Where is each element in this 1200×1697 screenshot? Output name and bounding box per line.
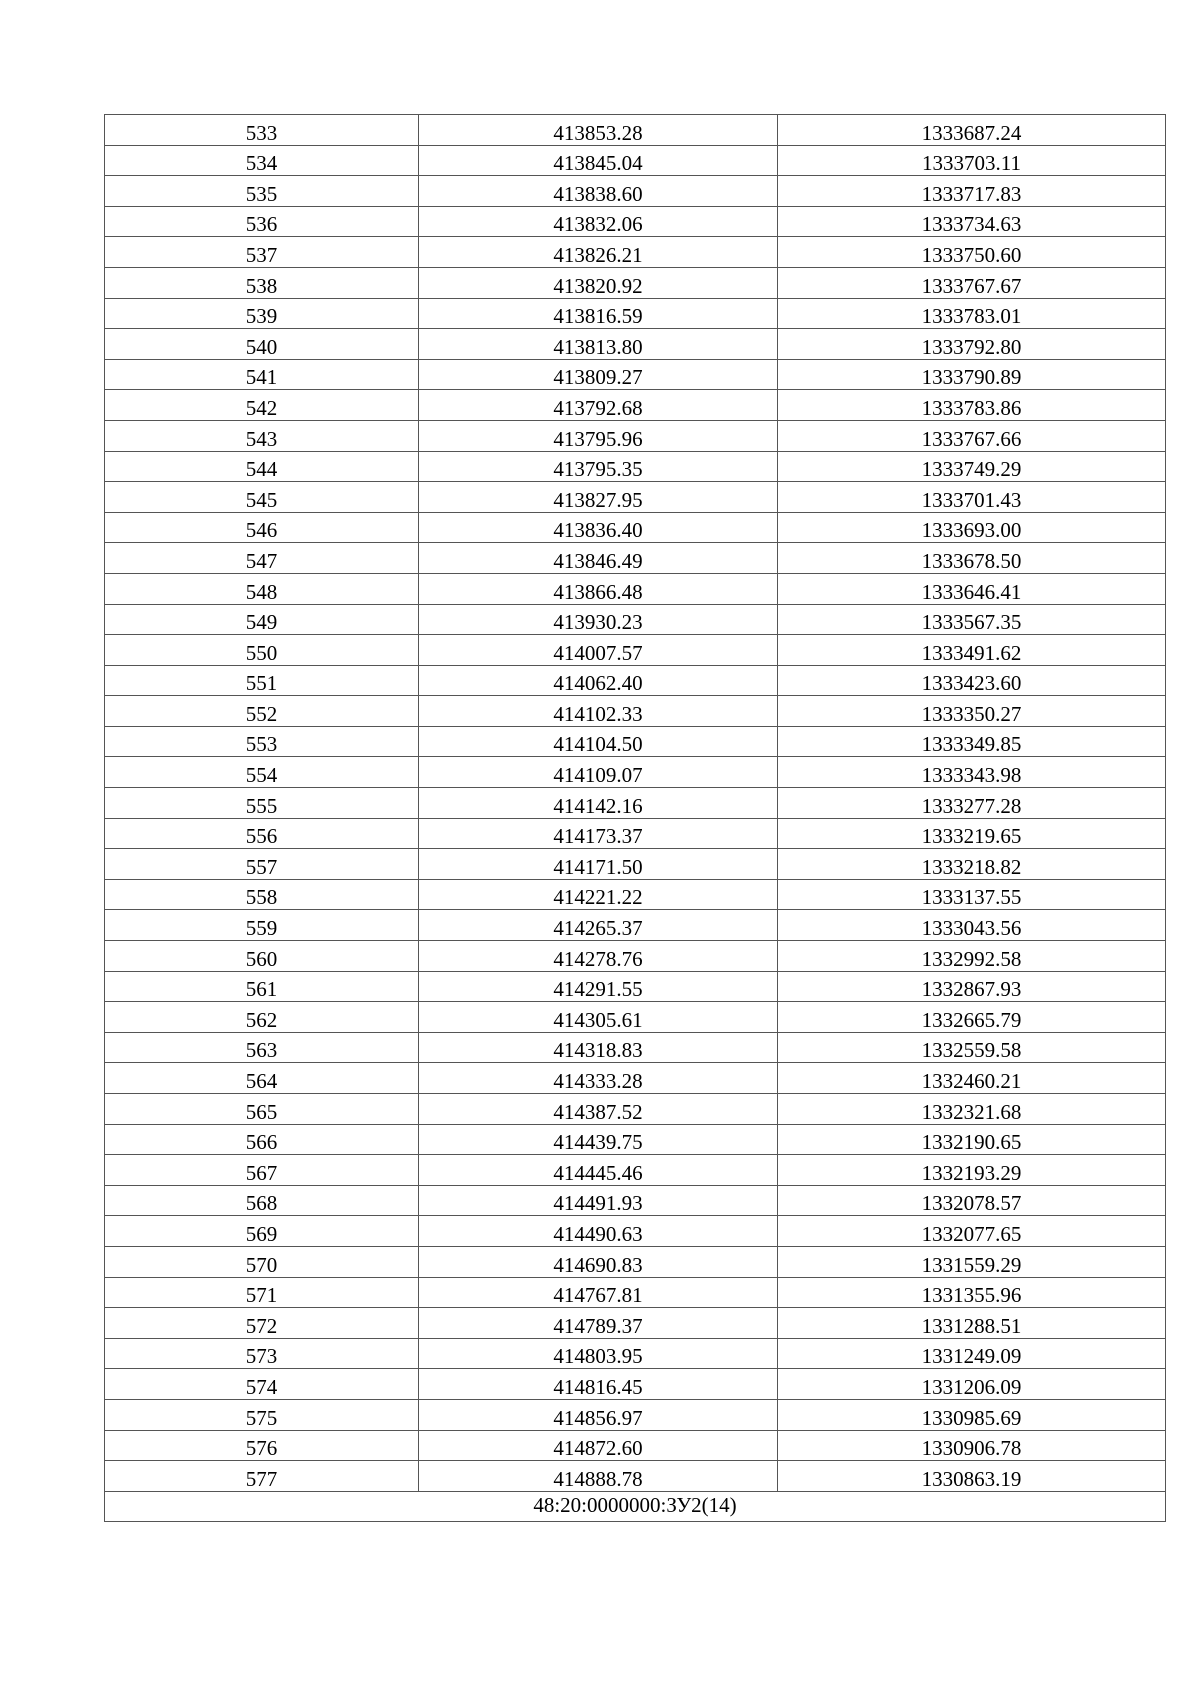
y-coordinate-cell: 1333734.63 bbox=[778, 206, 1166, 237]
y-coordinate-cell: 1333749.29 bbox=[778, 451, 1166, 482]
point-number-cell: 552 bbox=[105, 696, 419, 727]
table-row bbox=[105, 543, 1166, 574]
table-row bbox=[105, 267, 1166, 298]
point-number-cell: 564 bbox=[105, 1063, 419, 1094]
point-number-cell: 550 bbox=[105, 635, 419, 666]
table-row bbox=[105, 1094, 1166, 1125]
x-coordinate-cell: 414490.63 bbox=[419, 1216, 778, 1247]
table-row bbox=[105, 512, 1166, 543]
x-coordinate-cell: 414803.95 bbox=[419, 1338, 778, 1369]
y-coordinate-cell: 1333790.89 bbox=[778, 359, 1166, 390]
table-row bbox=[105, 482, 1166, 513]
x-coordinate-cell: 413853.28 bbox=[419, 115, 778, 146]
x-coordinate-cell: 414062.40 bbox=[419, 665, 778, 696]
y-coordinate-cell: 1330985.69 bbox=[778, 1399, 1166, 1430]
point-number-cell: 556 bbox=[105, 818, 419, 849]
table-row bbox=[105, 1002, 1166, 1033]
x-coordinate-cell: 414109.07 bbox=[419, 757, 778, 788]
y-coordinate-cell: 1333717.83 bbox=[778, 176, 1166, 207]
table-row bbox=[105, 726, 1166, 757]
x-coordinate-cell: 413809.27 bbox=[419, 359, 778, 390]
y-coordinate-cell: 1333646.41 bbox=[778, 573, 1166, 604]
table-row bbox=[105, 1461, 1166, 1492]
point-number-cell: 536 bbox=[105, 206, 419, 237]
x-coordinate-cell: 413816.59 bbox=[419, 298, 778, 329]
x-coordinate-cell: 414291.55 bbox=[419, 971, 778, 1002]
y-coordinate-cell: 1333678.50 bbox=[778, 543, 1166, 574]
table-row bbox=[105, 1246, 1166, 1277]
table-row bbox=[105, 329, 1166, 360]
x-coordinate-cell: 413827.95 bbox=[419, 482, 778, 513]
x-coordinate-cell: 414305.61 bbox=[419, 1002, 778, 1033]
point-number-cell: 560 bbox=[105, 941, 419, 972]
y-coordinate-cell: 1332078.57 bbox=[778, 1185, 1166, 1216]
point-number-cell: 537 bbox=[105, 237, 419, 268]
point-number-cell: 539 bbox=[105, 298, 419, 329]
table-row bbox=[105, 879, 1166, 910]
x-coordinate-cell: 413866.48 bbox=[419, 573, 778, 604]
x-coordinate-cell: 414265.37 bbox=[419, 910, 778, 941]
table-row bbox=[105, 1155, 1166, 1186]
x-coordinate-cell: 414171.50 bbox=[419, 849, 778, 880]
x-coordinate-cell: 413820.92 bbox=[419, 267, 778, 298]
x-coordinate-cell: 413845.04 bbox=[419, 145, 778, 176]
y-coordinate-cell: 1333701.43 bbox=[778, 482, 1166, 513]
x-coordinate-cell: 413930.23 bbox=[419, 604, 778, 635]
table-row bbox=[105, 206, 1166, 237]
parcel-label: 48:20:0000000:ЗУ2(14) bbox=[105, 1491, 1166, 1521]
y-coordinate-cell: 1333219.65 bbox=[778, 818, 1166, 849]
point-number-cell: 547 bbox=[105, 543, 419, 574]
y-coordinate-cell: 1333687.24 bbox=[778, 115, 1166, 146]
x-coordinate-cell: 414491.93 bbox=[419, 1185, 778, 1216]
point-number-cell: 541 bbox=[105, 359, 419, 390]
x-coordinate-cell: 414888.78 bbox=[419, 1461, 778, 1492]
point-number-cell: 561 bbox=[105, 971, 419, 1002]
y-coordinate-cell: 1330906.78 bbox=[778, 1430, 1166, 1461]
point-number-cell: 544 bbox=[105, 451, 419, 482]
y-coordinate-cell: 1333218.82 bbox=[778, 849, 1166, 880]
point-number-cell: 551 bbox=[105, 665, 419, 696]
x-coordinate-cell: 413838.60 bbox=[419, 176, 778, 207]
table-row bbox=[105, 1369, 1166, 1400]
y-coordinate-cell: 1331355.96 bbox=[778, 1277, 1166, 1308]
x-coordinate-cell: 413795.96 bbox=[419, 420, 778, 451]
x-coordinate-cell: 414104.50 bbox=[419, 726, 778, 757]
table-footer-row bbox=[105, 1491, 1166, 1521]
table-row bbox=[105, 604, 1166, 635]
point-number-cell: 533 bbox=[105, 115, 419, 146]
point-number-cell: 546 bbox=[105, 512, 419, 543]
x-coordinate-cell: 413813.80 bbox=[419, 329, 778, 360]
point-number-cell: 563 bbox=[105, 1032, 419, 1063]
table-row bbox=[105, 298, 1166, 329]
table-row bbox=[105, 941, 1166, 972]
point-number-cell: 545 bbox=[105, 482, 419, 513]
y-coordinate-cell: 1333783.01 bbox=[778, 298, 1166, 329]
y-coordinate-cell: 1333792.80 bbox=[778, 329, 1166, 360]
y-coordinate-cell: 1332992.58 bbox=[778, 941, 1166, 972]
table-row bbox=[105, 1277, 1166, 1308]
y-coordinate-cell: 1333137.55 bbox=[778, 879, 1166, 910]
coordinates-table-body bbox=[105, 115, 1166, 1492]
point-number-cell: 562 bbox=[105, 1002, 419, 1033]
x-coordinate-cell: 413795.35 bbox=[419, 451, 778, 482]
point-number-cell: 549 bbox=[105, 604, 419, 635]
x-coordinate-cell: 413846.49 bbox=[419, 543, 778, 574]
table-row bbox=[105, 1399, 1166, 1430]
y-coordinate-cell: 1332867.93 bbox=[778, 971, 1166, 1002]
point-number-cell: 574 bbox=[105, 1369, 419, 1400]
table-row bbox=[105, 696, 1166, 727]
y-coordinate-cell: 1333491.62 bbox=[778, 635, 1166, 666]
table-row bbox=[105, 1430, 1166, 1461]
x-coordinate-cell: 414445.46 bbox=[419, 1155, 778, 1186]
table-row bbox=[105, 1032, 1166, 1063]
y-coordinate-cell: 1331206.09 bbox=[778, 1369, 1166, 1400]
point-number-cell: 570 bbox=[105, 1246, 419, 1277]
table-row bbox=[105, 176, 1166, 207]
x-coordinate-cell: 414439.75 bbox=[419, 1124, 778, 1155]
point-number-cell: 540 bbox=[105, 329, 419, 360]
table-row bbox=[105, 573, 1166, 604]
point-number-cell: 569 bbox=[105, 1216, 419, 1247]
y-coordinate-cell: 1330863.19 bbox=[778, 1461, 1166, 1492]
point-number-cell: 565 bbox=[105, 1094, 419, 1125]
y-coordinate-cell: 1333043.56 bbox=[778, 910, 1166, 941]
point-number-cell: 577 bbox=[105, 1461, 419, 1492]
point-number-cell: 553 bbox=[105, 726, 419, 757]
table-row bbox=[105, 818, 1166, 849]
point-number-cell: 557 bbox=[105, 849, 419, 880]
point-number-cell: 576 bbox=[105, 1430, 419, 1461]
point-number-cell: 575 bbox=[105, 1399, 419, 1430]
y-coordinate-cell: 1333277.28 bbox=[778, 788, 1166, 819]
x-coordinate-cell: 414387.52 bbox=[419, 1094, 778, 1125]
x-coordinate-cell: 414173.37 bbox=[419, 818, 778, 849]
x-coordinate-cell: 414816.45 bbox=[419, 1369, 778, 1400]
table-row bbox=[105, 788, 1166, 819]
table-row bbox=[105, 451, 1166, 482]
table-row bbox=[105, 359, 1166, 390]
table-row bbox=[105, 1124, 1166, 1155]
y-coordinate-cell: 1333750.60 bbox=[778, 237, 1166, 268]
point-number-cell: 566 bbox=[105, 1124, 419, 1155]
table-row bbox=[105, 665, 1166, 696]
point-number-cell: 559 bbox=[105, 910, 419, 941]
table-row bbox=[105, 115, 1166, 146]
x-coordinate-cell: 414333.28 bbox=[419, 1063, 778, 1094]
x-coordinate-cell: 414318.83 bbox=[419, 1032, 778, 1063]
point-number-cell: 568 bbox=[105, 1185, 419, 1216]
y-coordinate-cell: 1331559.29 bbox=[778, 1246, 1166, 1277]
coordinates-table bbox=[104, 114, 1166, 1522]
y-coordinate-cell: 1331288.51 bbox=[778, 1308, 1166, 1339]
x-coordinate-cell: 414102.33 bbox=[419, 696, 778, 727]
x-coordinate-cell: 413832.06 bbox=[419, 206, 778, 237]
y-coordinate-cell: 1332559.58 bbox=[778, 1032, 1166, 1063]
table-row bbox=[105, 1338, 1166, 1369]
y-coordinate-cell: 1333767.66 bbox=[778, 420, 1166, 451]
x-coordinate-cell: 414278.76 bbox=[419, 941, 778, 972]
x-coordinate-cell: 413826.21 bbox=[419, 237, 778, 268]
table-row bbox=[105, 757, 1166, 788]
table-row bbox=[105, 849, 1166, 880]
y-coordinate-cell: 1333423.60 bbox=[778, 665, 1166, 696]
x-coordinate-cell: 414767.81 bbox=[419, 1277, 778, 1308]
y-coordinate-cell: 1333693.00 bbox=[778, 512, 1166, 543]
point-number-cell: 558 bbox=[105, 879, 419, 910]
table-row bbox=[105, 971, 1166, 1002]
point-number-cell: 554 bbox=[105, 757, 419, 788]
y-coordinate-cell: 1332193.29 bbox=[778, 1155, 1166, 1186]
x-coordinate-cell: 414142.16 bbox=[419, 788, 778, 819]
table-row bbox=[105, 1185, 1166, 1216]
point-number-cell: 572 bbox=[105, 1308, 419, 1339]
y-coordinate-cell: 1333343.98 bbox=[778, 757, 1166, 788]
point-number-cell: 543 bbox=[105, 420, 419, 451]
y-coordinate-cell: 1332321.68 bbox=[778, 1094, 1166, 1125]
table-row bbox=[105, 145, 1166, 176]
point-number-cell: 534 bbox=[105, 145, 419, 176]
table-row bbox=[105, 910, 1166, 941]
y-coordinate-cell: 1333350.27 bbox=[778, 696, 1166, 727]
y-coordinate-cell: 1333349.85 bbox=[778, 726, 1166, 757]
y-coordinate-cell: 1332190.65 bbox=[778, 1124, 1166, 1155]
x-coordinate-cell: 413836.40 bbox=[419, 512, 778, 543]
x-coordinate-cell: 414872.60 bbox=[419, 1430, 778, 1461]
point-number-cell: 535 bbox=[105, 176, 419, 207]
y-coordinate-cell: 1333567.35 bbox=[778, 604, 1166, 635]
table-row bbox=[105, 1216, 1166, 1247]
table-row bbox=[105, 635, 1166, 666]
x-coordinate-cell: 414789.37 bbox=[419, 1308, 778, 1339]
y-coordinate-cell: 1332077.65 bbox=[778, 1216, 1166, 1247]
x-coordinate-cell: 413792.68 bbox=[419, 390, 778, 421]
point-number-cell: 538 bbox=[105, 267, 419, 298]
table-row bbox=[105, 390, 1166, 421]
table-row bbox=[105, 420, 1166, 451]
point-number-cell: 573 bbox=[105, 1338, 419, 1369]
x-coordinate-cell: 414690.83 bbox=[419, 1246, 778, 1277]
y-coordinate-cell: 1332460.21 bbox=[778, 1063, 1166, 1094]
x-coordinate-cell: 414007.57 bbox=[419, 635, 778, 666]
x-coordinate-cell: 414856.97 bbox=[419, 1399, 778, 1430]
y-coordinate-cell: 1332665.79 bbox=[778, 1002, 1166, 1033]
point-number-cell: 567 bbox=[105, 1155, 419, 1186]
point-number-cell: 548 bbox=[105, 573, 419, 604]
point-number-cell: 555 bbox=[105, 788, 419, 819]
table-row bbox=[105, 1063, 1166, 1094]
y-coordinate-cell: 1333783.86 bbox=[778, 390, 1166, 421]
y-coordinate-cell: 1333767.67 bbox=[778, 267, 1166, 298]
table-row bbox=[105, 1308, 1166, 1339]
point-number-cell: 571 bbox=[105, 1277, 419, 1308]
x-coordinate-cell: 414221.22 bbox=[419, 879, 778, 910]
table-row bbox=[105, 237, 1166, 268]
y-coordinate-cell: 1331249.09 bbox=[778, 1338, 1166, 1369]
y-coordinate-cell: 1333703.11 bbox=[778, 145, 1166, 176]
point-number-cell: 542 bbox=[105, 390, 419, 421]
